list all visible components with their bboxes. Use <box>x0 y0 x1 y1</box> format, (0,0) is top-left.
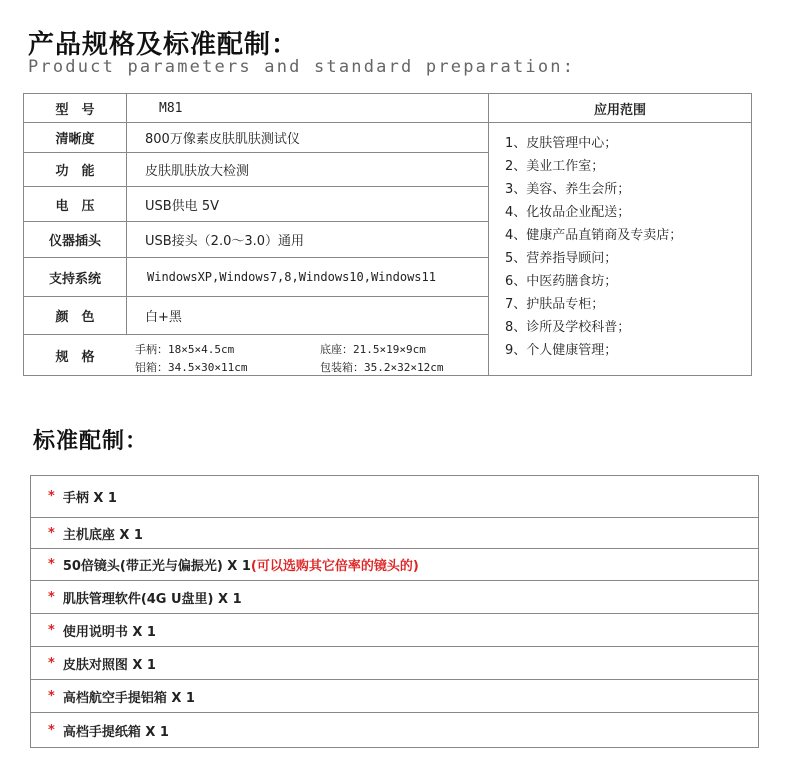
list-item <box>31 581 758 613</box>
spec-table <box>23 93 752 376</box>
item-text: 肌肤管理软件(4G U盘里) X 1 <box>62 591 242 607</box>
size-base: 底座：21.5×19×9cm <box>320 343 426 356</box>
label-model: 型 号 <box>55 102 95 118</box>
star-bullet: * <box>48 688 55 704</box>
value-system: WindowsXP,Windows7,8,Windows10,Windows11 <box>147 270 436 284</box>
list-item <box>31 518 758 548</box>
list-item <box>31 647 758 679</box>
page-subtitle: Product parameters and standard preparation: <box>28 57 576 77</box>
size-box: 包装箱：35.2×32×12cm <box>320 361 444 374</box>
list-item <box>31 476 758 517</box>
standard-list <box>30 475 759 748</box>
application-title: 应用范围 <box>593 102 646 118</box>
item-text: 50倍镜头(带正光与偏振光) X 1 <box>62 559 251 574</box>
label-resolution: 清晰度 <box>55 132 95 147</box>
item-text: 高档航空手提铝箱 X 1 <box>62 690 195 706</box>
value-color: 白+黑 <box>145 310 182 325</box>
list-item: 5、营养指导顾问； <box>505 251 618 266</box>
size-case: 铝箱：34.5×30×11cm <box>135 361 248 374</box>
item-text: 主机底座 X 1 <box>62 527 143 543</box>
star-bullet: * <box>48 525 55 541</box>
item-text: 手柄 X 1 <box>62 491 117 506</box>
star-bullet: * <box>48 489 55 504</box>
list-item: 1、皮肤管理中心； <box>505 136 618 151</box>
list-item: 3、美容、养生会所； <box>505 182 631 197</box>
item-text: 使用说明书 X 1 <box>62 624 156 640</box>
label-system: 支持系统 <box>48 271 101 287</box>
star-bullet: * <box>48 622 55 638</box>
value-voltage: USB供电 5V <box>145 198 219 214</box>
item-note: (可以选购其它倍率的镜头的) <box>250 559 419 574</box>
value-model: M81 <box>159 100 183 116</box>
list-item: 6、中医药膳食坊； <box>505 274 618 289</box>
list-item: 4、化妆品企业配送； <box>505 205 631 220</box>
list-item <box>31 549 758 580</box>
item-text: 皮肤对照图 X 1 <box>62 657 156 673</box>
list-item: 9、个人健康管理； <box>505 343 618 358</box>
item-text: 高档手提纸箱 X 1 <box>62 724 169 740</box>
value-plug: USB接头（2.0～3.0）通用 <box>145 234 305 249</box>
label-function: 功 能 <box>55 164 95 179</box>
page-title: 产品规格及标准配制： <box>28 30 299 60</box>
label-plug: 仪器插头 <box>48 234 101 249</box>
value-function: 皮肤肌肤放大检测 <box>145 164 250 179</box>
application-list <box>505 132 745 362</box>
star-bullet: * <box>48 557 55 572</box>
label-voltage: 电 压 <box>55 198 95 214</box>
list-item <box>31 614 758 646</box>
list-item: 8、诊所及学校科普； <box>505 320 631 335</box>
standard-heading: 标准配制： <box>33 429 149 454</box>
label-size: 规 格 <box>55 349 95 365</box>
list-item: 4、健康产品直销商及专卖店； <box>505 228 683 243</box>
value-resolution: 800万像素皮肤肌肤测试仪 <box>145 132 300 147</box>
list-item: 7、护肤品专柜； <box>505 297 605 312</box>
label-color: 颜 色 <box>55 310 95 325</box>
list-item <box>31 680 758 712</box>
star-bullet: * <box>48 655 55 671</box>
list-item <box>31 713 758 747</box>
star-bullet: * <box>48 722 55 738</box>
list-item: 2、美业工作室； <box>505 159 605 174</box>
size-handle: 手柄：18×5×4.5cm <box>135 343 235 356</box>
star-bullet: * <box>48 589 55 605</box>
